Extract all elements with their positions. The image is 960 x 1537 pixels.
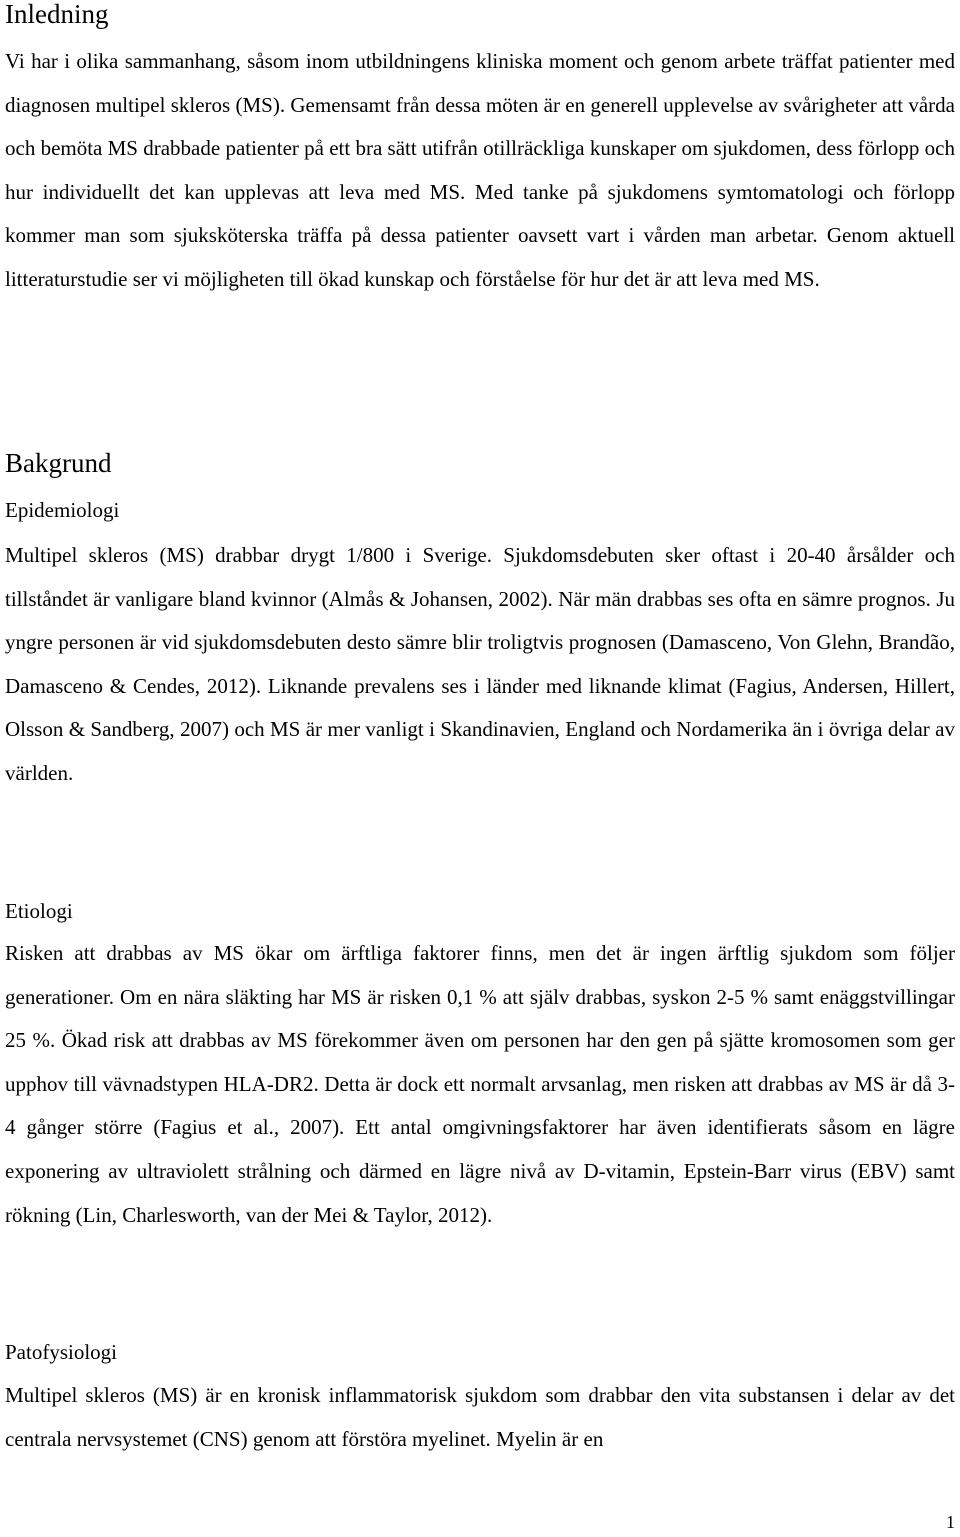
paragraph-epidemiologi: Multipel skleros (MS) drabbar drygt 1/800 i Sverige. Sjukdomsdebuten sker oftast i 20-40 årsålder och tillståndet är vanligare bland kvinnor (Almås & Johansen, 2002). När män drabbas ses ofta en sämre prognos. Ju yngre personen är vid sjukdomsdebuten desto sämre blir troligtvis prognosen (Damasceno, Von Glehn, Brandão, Damasceno & Cendes, 2012). Liknande prevalens ses i länder med liknande klimat (Fagius, Andersen, Hillert, Olsson & Sandberg, 2007) och MS är mer vanligt i Skandinavien, England och Nordamerika än i övriga delar av världen. bbox=[5, 543, 955, 785]
heading-patofysiologi: Patofysiologi bbox=[5, 1340, 118, 1364]
paragraph-inledning: Vi har i olika sammanhang, såsom inom utbildningens kliniska moment och genom arbete träffat patienter med diagnosen multipel skleros (MS). Gemensamt från dessa möten är en generell upplevelse av svårigheter att vårda och bemöta MS drabbade patienter på ett bra sätt utifrån otillräckliga kunskaper om sjukdomen, dess förlopp och hur individuellt det kan upplevas att leva med MS. Med tanke på sjukdomens symtomatologi och förlopp kommer man som sjuksköterska träffa på dessa patienter oavsett vart i vården man arbetar. Genom aktuell litteraturstudie ser vi möjligheten till ökad kunskap och förståelse för hur det är att leva med MS. bbox=[5, 49, 955, 291]
paragraph-etiologi: Risken att drabbas av MS ökar om ärftliga faktorer finns, men det är ingen ärftlig sjukdom som följer generationer. Om en nära släkting har MS är risken 0,1 % att själv drabbas, syskon 2-5 % samt enäggstvillingar 25 %. Ökad risk att drabbas av MS förekommer även om personen har den gen på sjätte kromosomen som ger upphov till vävnadstypen HLA-DR2. Detta är dock ett normalt arvsanlag, men risken att drabbas av MS är då 3-4 gånger större (Fagius et al., 2007). Ett antal omgivningsfaktorer har även identifierats såsom en lägre exponering av ultraviolett strålning och därmed en lägre nivå av D-vitamin, Epstein-Barr virus (EBV) samt rökning (Lin, Charlesworth, van der Mei & Taylor, 2012). bbox=[5, 941, 955, 1227]
heading-epidemiologi: Epidemiologi bbox=[5, 498, 120, 522]
heading-etiologi: Etiologi bbox=[5, 899, 73, 923]
heading-inledning: Inledning bbox=[5, 0, 109, 29]
paragraph-patofysiologi: Multipel skleros (MS) är en kronisk inflammatorisk sjukdom som drabbar den vita substansen i delar av det centrala nervsystemet (CNS) genom att förstöra myelinet. Myelin är en bbox=[5, 1383, 955, 1451]
heading-bakgrund: Bakgrund bbox=[5, 448, 112, 478]
page-number: 1 bbox=[946, 1512, 955, 1532]
